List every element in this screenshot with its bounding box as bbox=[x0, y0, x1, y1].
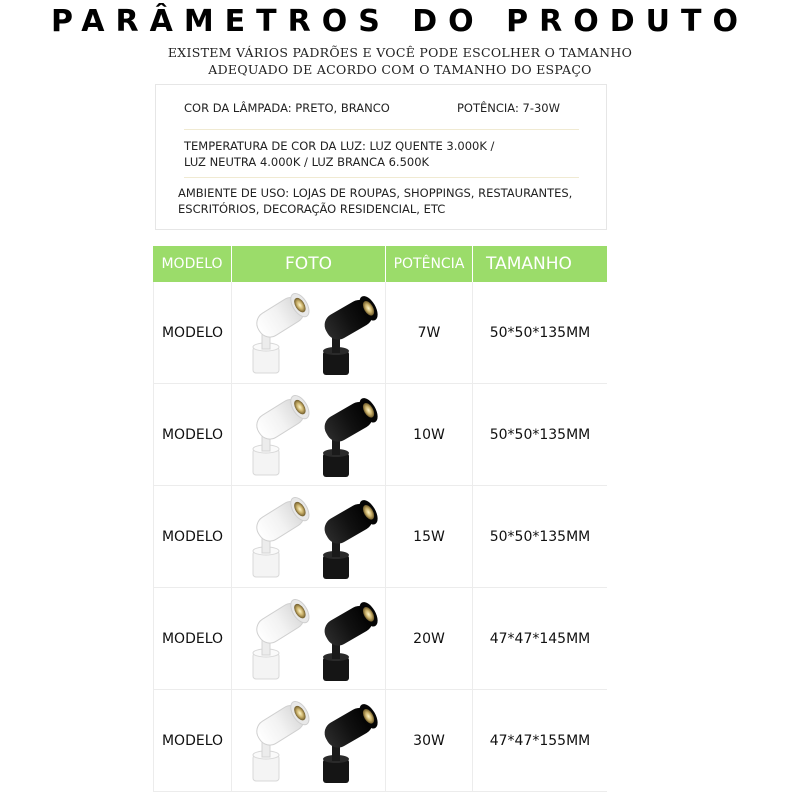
subtitle-line-1: EXISTEM VÁRIOS PADRÕES E VOCÊ PODE ESCOLHER O TAMANHO bbox=[167, 45, 633, 60]
power-spec: POTÊNCIA: 7-30W bbox=[457, 101, 560, 115]
lamp-color-spec: COR DA LÂMPADA: PRETO, BRANCO bbox=[184, 101, 390, 115]
white-spotlight bbox=[252, 290, 312, 373]
model-cell: MODELO bbox=[153, 384, 232, 485]
white-spotlight bbox=[252, 698, 312, 781]
header-photo: FOTO bbox=[232, 246, 386, 282]
photo-cell bbox=[232, 690, 386, 791]
photo-cell bbox=[232, 486, 386, 587]
model-cell: MODELO bbox=[153, 690, 232, 791]
specs-divider bbox=[184, 129, 579, 130]
page-subtitle bbox=[100, 44, 700, 78]
photo-cell bbox=[232, 384, 386, 485]
spotlight-photo bbox=[239, 387, 379, 483]
environment-line-1: AMBIENTE DE USO: LOJAS DE ROUPAS, SHOPPINGS, RESTAURANTES, bbox=[178, 186, 573, 200]
spotlight-photo bbox=[239, 489, 379, 585]
size-cell: 47*47*155MM bbox=[489, 732, 591, 749]
black-spotlight bbox=[320, 497, 379, 579]
page-title: PARÂMETROS DO PRODUTO bbox=[51, 4, 749, 39]
table-header bbox=[153, 246, 607, 282]
color-temp-line-2: LUZ NEUTRA 4.000K / LUZ BRANCA 6.500K bbox=[184, 155, 430, 169]
white-spotlight bbox=[252, 392, 312, 475]
black-spotlight bbox=[320, 395, 379, 477]
subtitle-line-2: ADEQUADO DE ACORDO COM O TAMANHO DO ESPAÇO bbox=[208, 62, 592, 77]
size-cell: 50*50*135MM bbox=[489, 324, 591, 341]
spotlight-photo bbox=[239, 591, 379, 687]
product-table bbox=[153, 282, 607, 792]
power-cell: 30W bbox=[386, 690, 473, 791]
size-cell: 47*47*145MM bbox=[489, 630, 591, 647]
table-row bbox=[153, 690, 607, 792]
header-power: POTÊNCIA bbox=[386, 246, 473, 282]
black-spotlight bbox=[320, 599, 379, 681]
environment-spec bbox=[178, 185, 606, 217]
white-spotlight bbox=[252, 494, 312, 577]
power-cell: 20W bbox=[386, 588, 473, 689]
size-cell: 50*50*135MM bbox=[489, 528, 591, 545]
header-size: TAMANHO bbox=[486, 254, 572, 274]
model-cell: MODELO bbox=[153, 588, 232, 689]
table-row bbox=[153, 588, 607, 690]
spotlight-photo bbox=[239, 285, 379, 381]
black-spotlight bbox=[320, 293, 379, 375]
color-temp-line-1: TEMPERATURA DE COR DA LUZ: LUZ QUENTE 3.000K / bbox=[184, 139, 495, 153]
photo-cell bbox=[232, 282, 386, 383]
environment-line-2: ESCRITÓRIOS, DECORAÇÃO RESIDENCIAL, ETC bbox=[178, 202, 446, 216]
power-cell: 10W bbox=[386, 384, 473, 485]
table-row bbox=[153, 486, 607, 588]
table-row bbox=[153, 282, 607, 384]
black-spotlight bbox=[320, 701, 379, 783]
table-row bbox=[153, 384, 607, 486]
color-temperature-spec bbox=[184, 138, 594, 170]
power-cell: 15W bbox=[386, 486, 473, 587]
spotlight-photo bbox=[239, 693, 379, 789]
model-cell: MODELO bbox=[153, 486, 232, 587]
specs-divider bbox=[184, 177, 579, 178]
specs-box bbox=[155, 84, 607, 230]
photo-cell bbox=[232, 588, 386, 689]
power-cell: 7W bbox=[386, 282, 473, 383]
header-model: MODELO bbox=[153, 246, 232, 282]
white-spotlight bbox=[252, 596, 312, 679]
specs-row-color-power bbox=[184, 101, 594, 115]
model-cell: MODELO bbox=[153, 282, 232, 383]
size-cell: 50*50*135MM bbox=[489, 426, 591, 443]
